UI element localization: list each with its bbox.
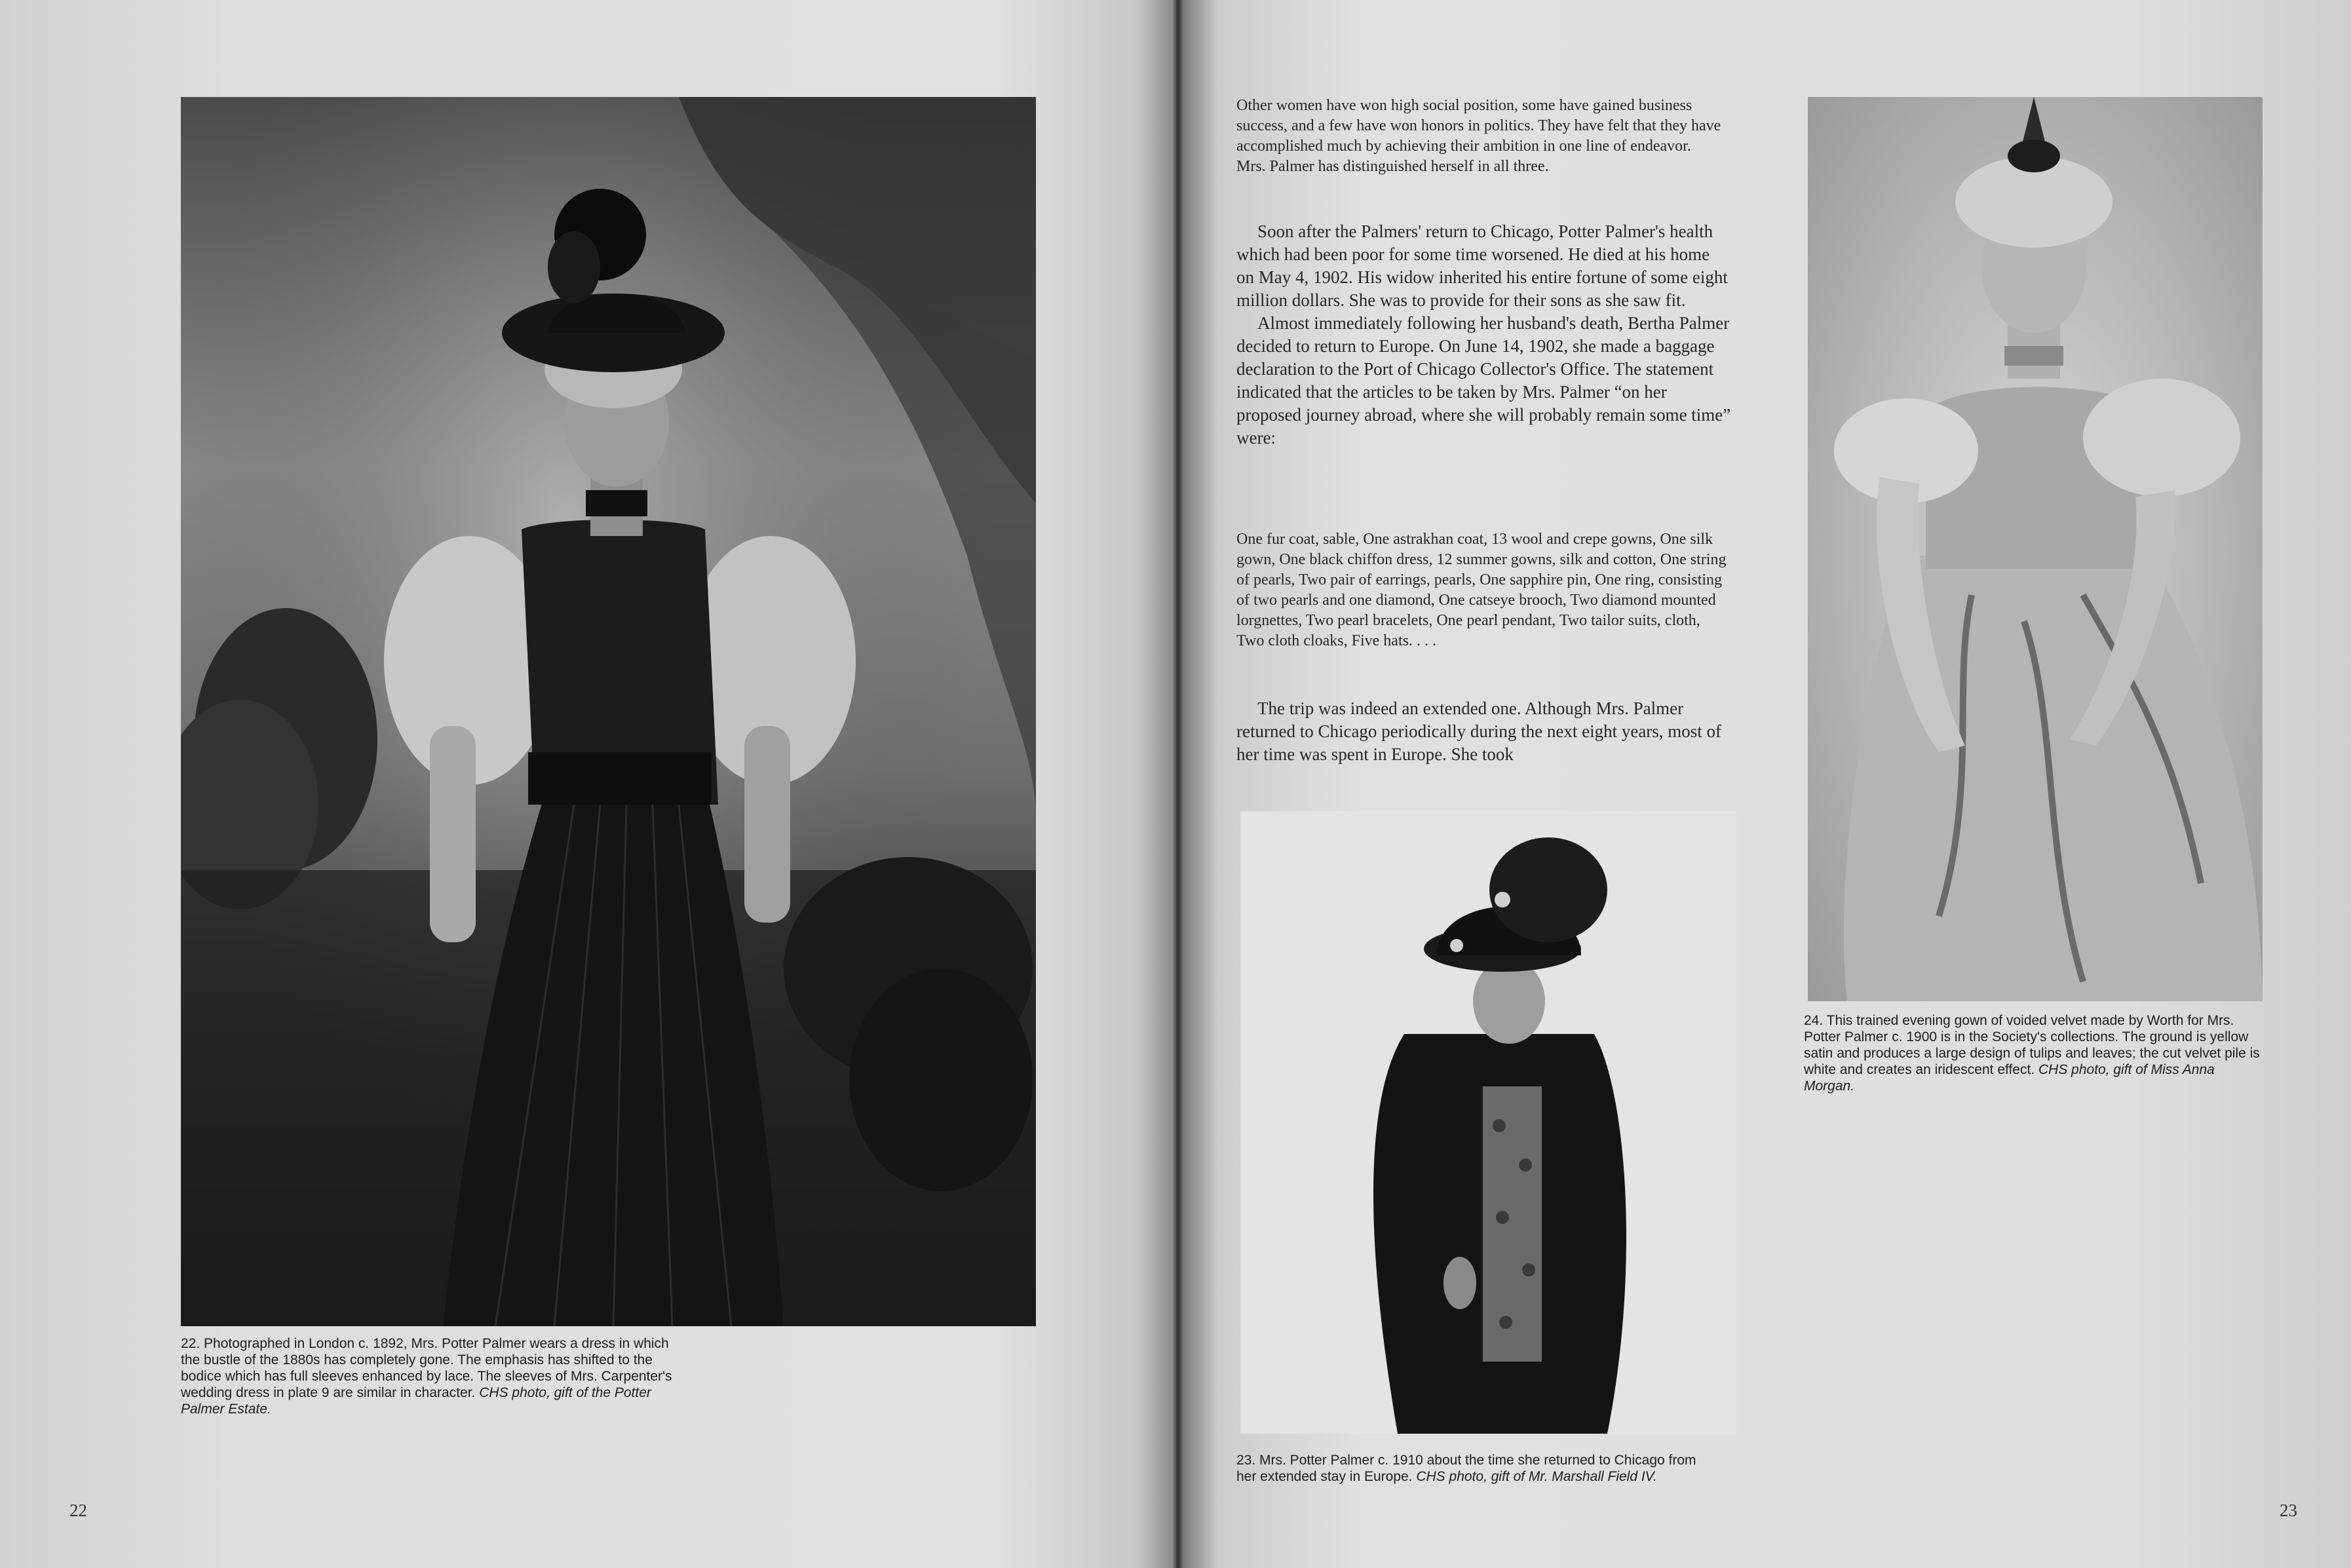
photo-22 xyxy=(181,97,1036,1326)
photo-24 xyxy=(1808,97,2263,1001)
baggage-list xyxy=(1236,529,1731,651)
page-number-left: 22 xyxy=(69,1501,87,1520)
paragraph-3: Almost immediately following her husband's death, Bertha Palmer decided to return to Europe. On June 14, 1902, she made a baggage declaration to the Port of Chicago Collector's Office. The statement indicated that the articles to be taken by Mrs. Palmer “on her proposed journey abroad, where she will probably remain some time” were: xyxy=(1236,313,1731,448)
caption-23-credit: CHS photo, gift of Mr. Marshall Field IV. xyxy=(1416,1469,1657,1484)
right-page xyxy=(1183,0,2351,1568)
intro-paragraph xyxy=(1236,96,1721,177)
caption-23-text: 23. Mrs. Potter Palmer c. 1910 about the time she returned to Chicago from her extended stay in Europe. xyxy=(1236,1453,1696,1484)
left-page xyxy=(0,0,1173,1568)
caption-22-text: 22. Photographed in London c. 1892, Mrs. Potter Palmer wears a dress in which the bustle of the 1880s has completely gone. The emphasis has shifted to the bodice which has full sleeves enhanced by lace. The sleeves of Mrs. Carpenter's wedding dress in plate 9 are similar in character. xyxy=(181,1336,672,1400)
book-gutter xyxy=(1172,0,1185,1568)
caption-23 xyxy=(1236,1452,1702,1485)
caption-24-credit: CHS photo, gift of Miss Anna Morgan. xyxy=(1804,1062,2215,1094)
paragraph-4: One fur coat, sable, One astrakhan coat, 13 wool and crepe gowns, One silk gown, One black chiffon dress, 12 summer gowns, silk and cotton, One string of pearls, Two pair of earrings, pearls, One sapphire pin, One ring, consisting of two pearls and one diamond, One catseye brooch, Two diamond mounted lorgnettes, Two pearl bracelets, One pearl pendant, Two tailor suits, cloth, Two cloth cloaks, Five hats. . . . xyxy=(1236,531,1727,649)
caption-22-credit: CHS photo, gift of the Potter Palmer Estate. xyxy=(181,1385,651,1417)
continuation-text xyxy=(1236,697,1741,766)
paragraph-2: Soon after the Palmers' return to Chicago, Potter Palmer's health which had been poor for some time worsened. He died at his home on May 4, 1902. His widow inherited his entire fortune of some eight million dollars. She was to provide for their sons as she saw fit. xyxy=(1236,221,1728,310)
main-text xyxy=(1236,220,1731,449)
caption-24 xyxy=(1804,1012,2263,1094)
page-number-right: 23 xyxy=(2280,1501,2297,1520)
photo-23 xyxy=(1240,811,1736,1434)
caption-24-text: 24. This trained evening gown of voided velvet made by Worth for Mrs. Potter Palmer c. 1900 is in the Society's collections. The ground is yellow satin and produces a large design of tulips and leaves; the cut velvet pile is white and creates an iridescent effect. xyxy=(1804,1013,2260,1077)
paragraph-1: Other women have won high social position, some have gained business success, and a few have won honors in politics. They have felt that they have accomplished much by achieving their ambition in one line of endeavor. Mrs. Palmer has distinguished herself in all three. xyxy=(1236,97,1721,175)
caption-22 xyxy=(181,1335,685,1417)
paragraph-5: The trip was indeed an extended one. Although Mrs. Palmer returned to Chicago periodically during the next eight years, most of her time was spent in Europe. She took xyxy=(1236,698,1722,764)
